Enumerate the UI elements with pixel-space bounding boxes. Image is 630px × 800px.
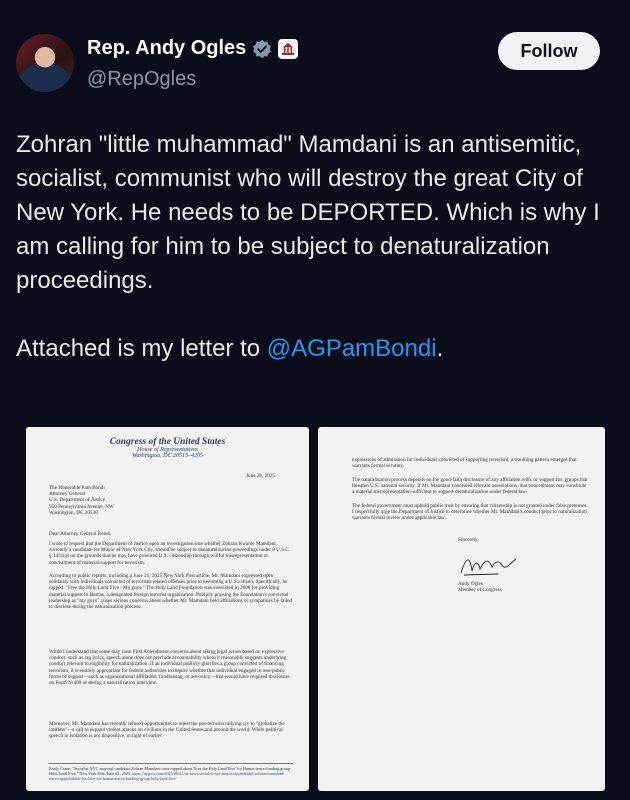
closing: Sincerely, [458, 537, 479, 543]
signature-image [458, 553, 518, 579]
tweet-paragraph-2 [16, 332, 616, 366]
verified-badge-icon [252, 39, 272, 59]
tweet-header [16, 26, 614, 96]
address-line: Washington, DC 20530 [49, 509, 98, 516]
avatar[interactable] [16, 34, 74, 92]
letterhead-title: Congress of the United States [109, 437, 226, 447]
letter-paragraph-6: The naturalization process depends on the good-faith disclosure of any affiliation with, or support for, groups that threaten U.S. national security. If Mr. Mamdani concealed relevant associations, that concealment may constitute a material misrepresentation sufficient to support denaturalization under federal law. [352, 477, 588, 496]
display-name[interactable]: Rep. Andy Ogles [87, 37, 247, 59]
letterhead-house: House of Representatives [137, 447, 198, 453]
address-line: 950 Pennsylvania Avenue, NW [49, 503, 114, 510]
salutation: Dear Attorney General Bondi, [49, 531, 112, 537]
tweet-text-suffix: . [436, 335, 444, 362]
letter-paragraph-1: I write to request that the Department of Justice open an investigation into whether Zohran Kwame Mamdani, currently a candidate for Mayor of New York City, should be subject to denaturalization proceedings under 8 U.S.C. § 1451(a) on the grounds that he may have procured U.S. citizenship through willful misrepresentation or concealment of material support for terrorism. [49, 541, 291, 566]
letter-image-page-2[interactable] [318, 427, 605, 791]
tweet-text-prefix: Attached is my letter to [16, 335, 267, 362]
tweet-paragraph-1: Zohran "little muhammad" Mamdani is an antisemitic, socialist, communist who will destroy the great City of New York. He needs to be DEPORTED. Which is why I am calling for him to be subject to denaturalization proceedings. [16, 131, 600, 294]
footnote-link: https://nypost.com/2025/06/21/us-news/socialist-nyc-mayoral-candidate-zohran-mamdani-once-rapped-about-his-love-for-hamas-terror-funding-group-holy-land-five/ [49, 771, 285, 781]
mention-link[interactable]: @AGPamBondi [266, 335, 437, 362]
letter-paragraph-4: Moreover, Mr. Mamdani has recently refused opportunities to reject the pro-terrorist rallying cry to "globalize the intifada"—a call to expand violent attacks on civilians in the United States and around the world. While political speech in isolation is not dispositive, in light of earlier [49, 721, 285, 740]
handle[interactable]: @RepOgles [87, 68, 197, 90]
letter-paragraph-3: While I understand that some may raise First Amendment concerns about taking legal action based on expressive conduct, such as rap lyrics, speech alone does not preclude accountability where it reasonably suggests underlying conduct relevant to eligibility for naturalization. If an individual publicly glorifies a group convicted of financing terrorism, it is entirely appropriate for federal authorities to inquire whether that individual engaged in non-public forms of support—such as organizational affiliation, fundraising, or advocacy—that would have required disclosure on Form N-400 or during a naturalization interview. [49, 649, 290, 687]
tweet-text [16, 128, 616, 366]
name-row [87, 37, 298, 60]
signer-block [458, 581, 502, 593]
signer-name: Andy Ogles [458, 581, 483, 587]
follow-button[interactable]: Follow [498, 32, 600, 70]
address-line: Attorney General [49, 491, 86, 498]
recipient-address [49, 485, 199, 516]
letterhead-address: Washington, DC 20515–4205 [132, 453, 203, 459]
address-line: U.S. Department of Justice [49, 497, 106, 504]
letter-paragraph-5: expressions of admiration for individuals convicted of supporting terrorism, a troubling pattern emerges that warrants formal scrutiny. [352, 457, 577, 470]
letter-paragraph-2: According to public reports, including a June 21, 2025 New York Post article, Mr. Mamdani expressed open solidarity with individuals convicted of terrorism-related offenses prior to becoming a U.S. citizen. Specifically, he rapped: "Free the Holy Land Five / My guys." The Holy Land Foundation was convicted in 2008 for providing material support to Hamas, a designated foreign terrorist organization. Publicly praising the Foundation's convicted leadership as "my guys" raises serious concerns about whether Mr. Mamdani held affiliations or sympathies he failed to disclose during the naturalization process. [49, 573, 293, 611]
address-line: The Honorable Pam Bondi [49, 485, 105, 491]
letter-date: June 26, 2025 [246, 473, 275, 479]
letter-paragraph-7: The federal government must uphold public trust by ensuring that citizenship is not granted under false pretenses. I respectfully urge the Department of Justice to determine whether Mr. Mamdani's conduct prior to naturalization warrants formal review under applicable law. [352, 503, 588, 522]
footnote [49, 763, 293, 781]
house-seal-icon[interactable] [278, 39, 298, 59]
footnote-text: Emily Crane, "Socialist NYC mayoral candidate Zohran Mamdani once rapped about 'Free the Holy Land Five' for Hamas terror-funding group Holy Land Five," New York Post, June 21, 2025. [49, 766, 291, 776]
signer-title: Member of Congress [458, 587, 502, 594]
letter-image-page-1[interactable] [26, 427, 309, 791]
